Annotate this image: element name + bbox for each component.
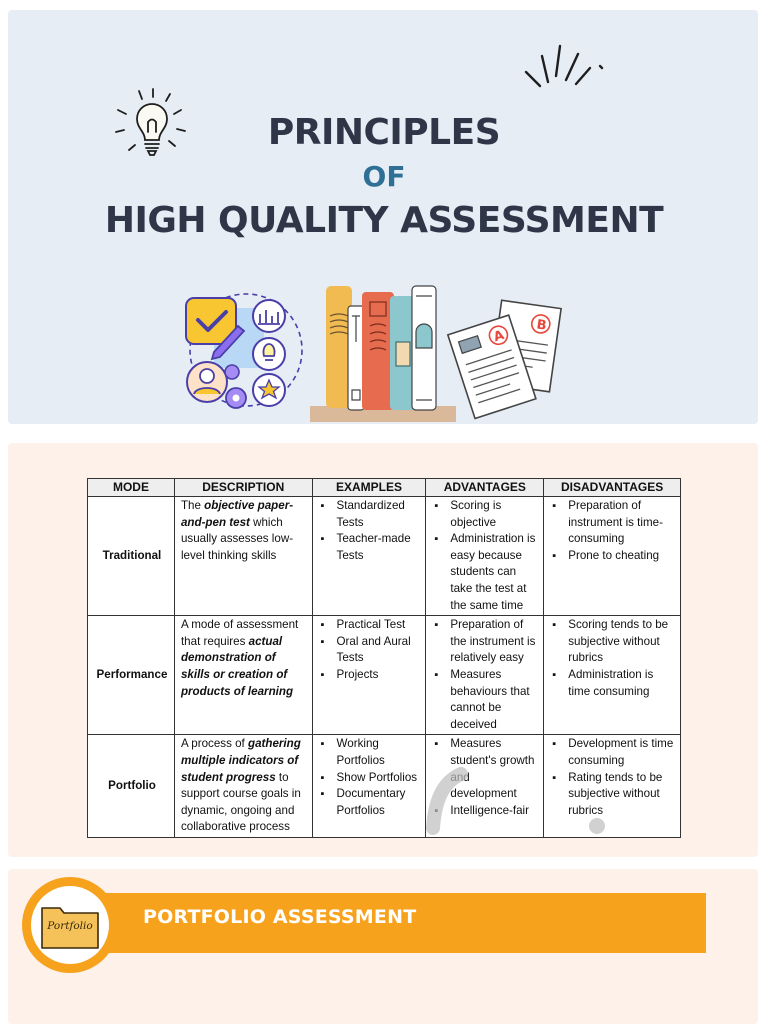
- list-item: ▪ Prone to cheating: [550, 548, 676, 565]
- list-item: ▪ Working Portfolios: [319, 736, 422, 769]
- page-title-line-3: HIGH QUALITY ASSESSMENT: [104, 200, 664, 241]
- description-emphasis: gathering multiple indicators of student progress: [180, 737, 301, 784]
- list-item: ▪ Show Portfolios: [319, 770, 422, 787]
- disadvantages-cell: [544, 616, 681, 735]
- header-examples: EXAMPLES: [312, 479, 426, 497]
- description-cell: [174, 497, 312, 616]
- list-item: ▪ Standardized Tests: [319, 498, 422, 531]
- checklist-icon: [176, 290, 301, 415]
- list-item: ▪ Administration is time consuming: [550, 667, 676, 700]
- portfolio-heading: PORTFOLIO ASSESSMENT: [143, 906, 417, 928]
- graded-papers-icon: [455, 300, 570, 422]
- list-item: ▪ Measures behaviours that cannot be deceived: [432, 667, 539, 733]
- header-advantages: ADVANTAGES: [426, 479, 544, 497]
- description-text: which usually assesses low-level thinking skills: [180, 515, 294, 562]
- list-item: ▪ Scoring is objective: [432, 498, 539, 531]
- list-item: ▪ Scoring tends to be subjective without rubrics: [550, 617, 676, 667]
- examples-cell: [312, 735, 426, 838]
- disadvantages-cell: [544, 497, 681, 616]
- description-cell: [174, 616, 312, 735]
- advantages-cell: [426, 497, 544, 616]
- list-item: ▪ Administration is easy because students can take the test at the same time: [432, 531, 539, 614]
- decorative-swoosh-icon: [425, 760, 615, 830]
- page-title-line-2: OF: [362, 160, 406, 193]
- books-icon: [310, 282, 460, 424]
- header-disadvantages: DISADVANTAGES: [544, 479, 681, 497]
- mode-cell: Portfolio: [88, 735, 175, 838]
- examples-cell: [312, 616, 426, 735]
- sparkle-lines-icon: [518, 42, 608, 92]
- description-emphasis: actual demonstration of skills or creation of products of learning: [180, 634, 294, 698]
- header-mode: MODE: [88, 479, 175, 497]
- description-emphasis: objective paper-and-pen test: [180, 499, 294, 529]
- list-item: ▪ Oral and Aural Tests: [319, 634, 422, 667]
- list-item: ▪ Rating tends to be subjective without rubrics: [550, 770, 676, 820]
- header-description: DESCRIPTION: [174, 479, 312, 497]
- list-item: ▪ Preparation of the instrument is relatively easy: [432, 617, 539, 667]
- mode-cell: Traditional: [88, 497, 175, 616]
- mode-cell: Performance: [88, 616, 175, 735]
- description-text: A mode of assessment that requires: [180, 618, 299, 648]
- table-row: [88, 616, 681, 735]
- list-item: ▪ Intelligence-fair: [432, 803, 539, 820]
- page-title-line-1: PRINCIPLES: [267, 112, 501, 153]
- list-item: ▪ Practical Test: [319, 617, 422, 634]
- paper-grade-b: B: [535, 317, 548, 334]
- paper-grade-a: A: [491, 327, 507, 346]
- list-item: ▪ Projects: [319, 667, 422, 684]
- list-item: ▪ Development is time consuming: [550, 736, 676, 769]
- description-text: to support course goals in dynamic, ongoing and collaborative process: [180, 770, 301, 834]
- description-text: A process of: [180, 737, 248, 751]
- list-item: ▪ Measures student's growth and development: [432, 736, 539, 802]
- description-cell: [174, 735, 312, 838]
- examples-cell: [312, 497, 426, 616]
- advantages-cell: [426, 616, 544, 735]
- folder-label: Portfolio: [47, 920, 93, 932]
- table-row: [88, 497, 681, 616]
- list-item: ▪ Teacher-made Tests: [319, 531, 422, 564]
- list-item: ▪ Preparation of instrument is time-consuming: [550, 498, 676, 548]
- table-header-row: [88, 479, 681, 497]
- list-item: ▪ Documentary Portfolios: [319, 786, 422, 819]
- description-text: The: [180, 499, 205, 512]
